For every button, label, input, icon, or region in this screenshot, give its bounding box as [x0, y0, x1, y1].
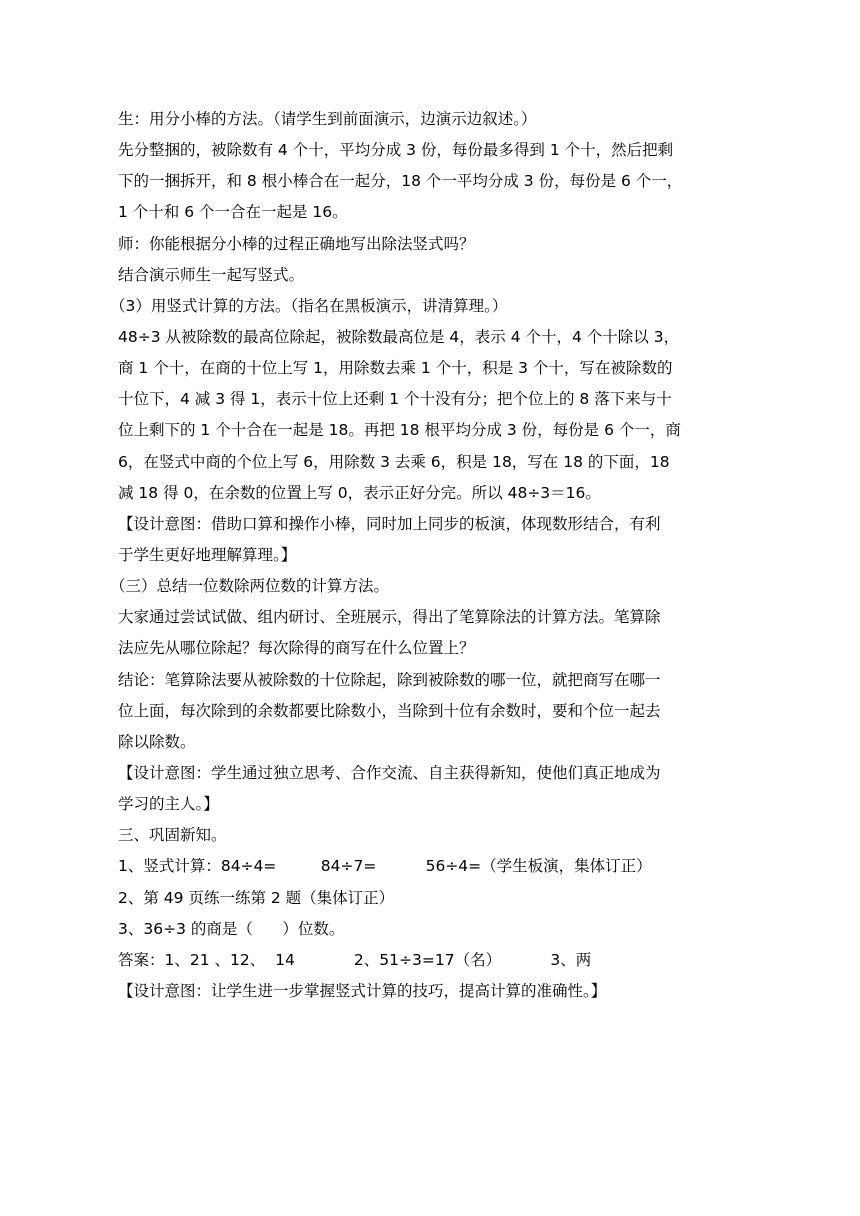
paragraph-line: 除以除数。 [118, 732, 196, 751]
paragraph-line: 商 1 个十，在商的十位上写 1，用除数去乘 1 个十，积是 3 个十，写在被除数的 [118, 359, 673, 378]
paragraph-line: 十位下，4 减 3 得 1，表示十位上还剩 1 个十没有分；把个位上的 8 落下来与十 [118, 390, 672, 409]
design-intent-note: 【设计意图：借助口算和操作小棒，同时加上同步的板演，体现数形结合，有利 [118, 514, 661, 533]
section-heading: 三、巩固新知。 [118, 826, 227, 845]
paragraph-line: 结合演示师生一起写竖式。 [118, 265, 305, 284]
design-intent-note: 于学生更好地理解算理。】 [118, 545, 297, 564]
document-body [110, 109, 738, 1012]
design-intent-note: 学习的主人。】 [118, 795, 219, 814]
design-intent-note: 【设计意图：学生通过独立思考、合作交流、自主获得新知，使他们真正地成为 [118, 763, 661, 782]
paragraph-line: 大家通过尝试试做、组内研讨、全班展示，得出了笔算除法的计算方法。笔算除 [118, 608, 661, 627]
section-heading: （3）用竖式计算的方法。（指名在黑板演示，讲清算理。） [110, 296, 508, 315]
paragraph-line: 下的一捆拆开，和 8 根小棒合在一起分，18 个一平均分成 3 份，每份是 6 个一， [118, 172, 683, 191]
paragraph-line: 位上面，每次除到的余数都要比除数小，当除到十位有余数时，要和个位一起去 [118, 701, 661, 720]
paragraph-line: 结论：笔算除法要从被除数的十位除起，除到被除数的哪一位，就把商写在哪一 [118, 670, 661, 689]
paragraph-line: 1 个十和 6 个一合在一起是 16。 [118, 203, 348, 222]
paragraph-line: 先分整捆的，被除数有 4 个十，平均分成 3 份，每份最多得到 1 个十，然后把剩 [118, 141, 674, 160]
exercise-line: 1、竖式计算：84÷4= 84÷7= 56÷4=（学生板演，集体订正） [118, 857, 652, 876]
exercise-line: 2、第 49 页练一练第 2 题（集体订正） [118, 888, 395, 907]
paragraph-line: 生：用分小棒的方法。（请学生到前面演示，边演示边叙述。） [118, 110, 537, 128]
paragraph-line: 6，在竖式中商的个位上写 6，用除数 3 去乘 6，积是 18，写在 18 的下面，18 [118, 452, 670, 471]
design-intent-note: 【设计意图：让学生进一步掌握竖式计算的技巧，提高计算的准确性。】 [118, 981, 607, 1000]
exercise-line: 3、36÷3 的商是（ ）位数。 [118, 919, 345, 938]
paragraph-line: 减 18 得 0，在余数的位置上写 0，表示正好分完。所以 48÷3＝16。 [118, 483, 601, 502]
paragraph-line: 法应先从哪位除起？每次除得的商写在什么位置上？ [118, 639, 475, 658]
paragraph-line: 48÷3 从被除数的最高位除起，被除数最高位是 4，表示 4 个十，4 个十除以 3， [118, 327, 680, 346]
paragraph-line: 位上剩下的 1 个十合在一起是 18。再把 18 根平均分成 3 份，每份是 6 个一，商 [118, 421, 681, 440]
paragraph-line: 师：你能根据分小棒的过程正确地写出除法竖式吗？ [118, 234, 475, 253]
section-heading: （三）总结一位数除两位数的计算方法。 [110, 577, 390, 596]
answer-line: 答案：1、21 、12、 14 2、51÷3=17（名） 3、两 [118, 950, 592, 969]
